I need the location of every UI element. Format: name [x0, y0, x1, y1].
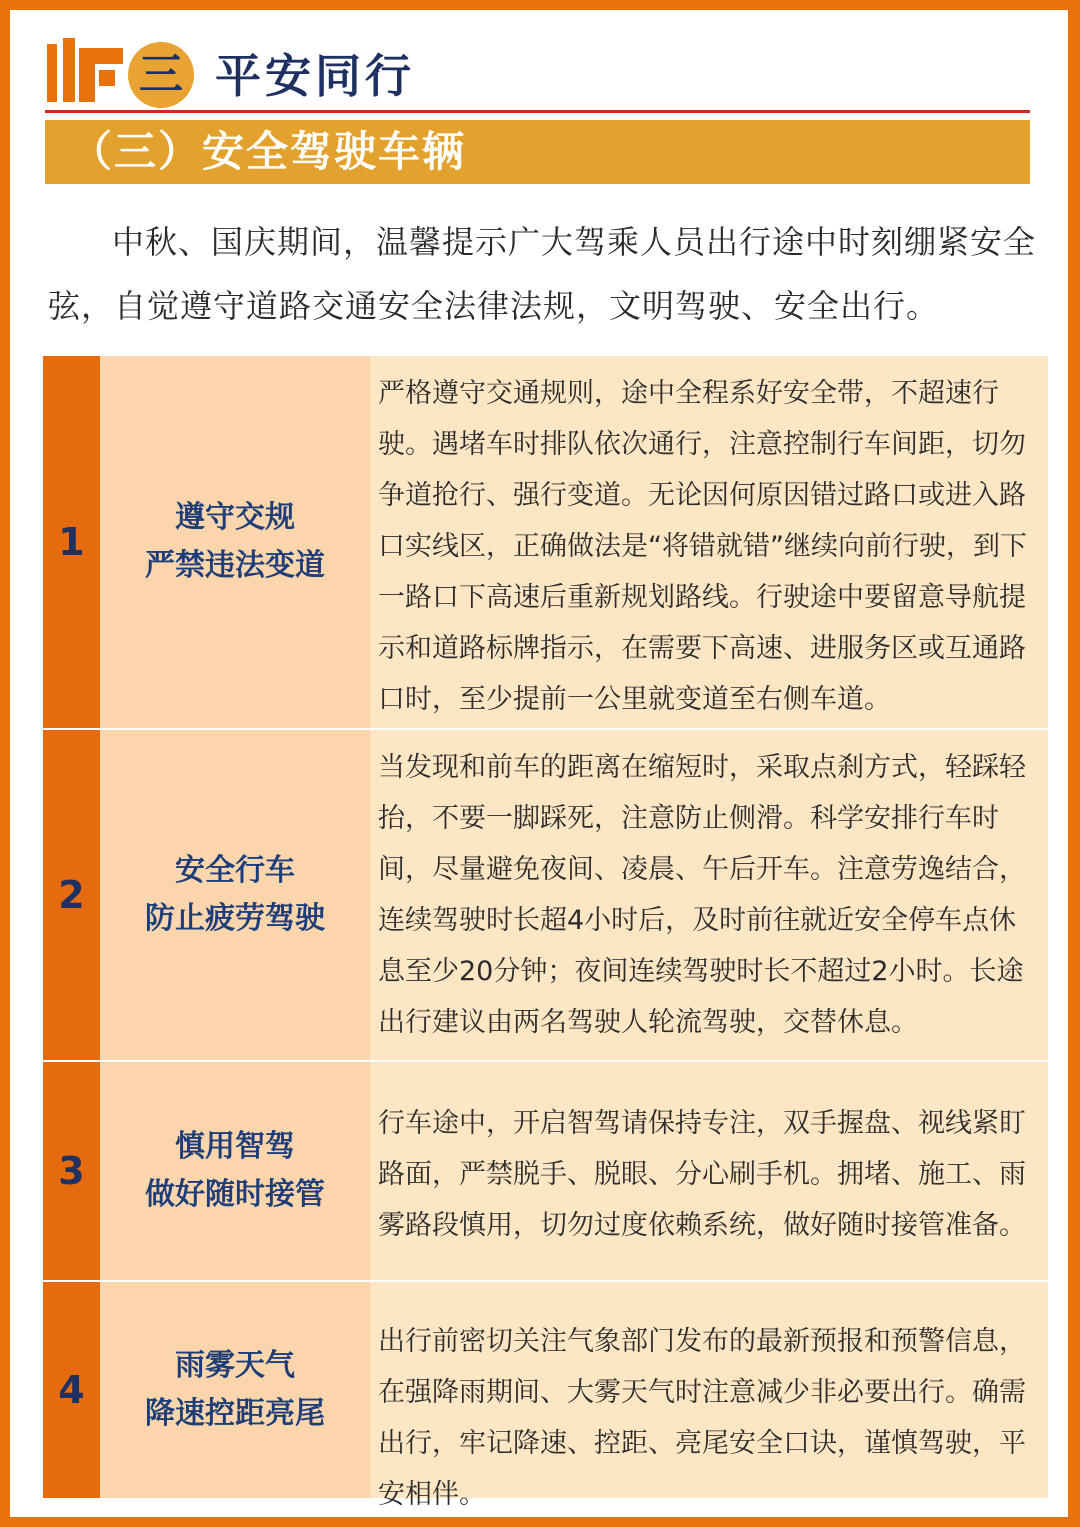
row-heading-line1: 雨雾天气: [175, 1348, 295, 1383]
row-number: 3: [43, 1062, 100, 1280]
row-heading-line2: 做好随时接管: [145, 1177, 325, 1212]
row-heading-line1: 安全行车: [175, 853, 295, 888]
intro-paragraph: 中秋、国庆期间，温馨提示广大驾乘人员出行途中时刻绷紧安全弦，自觉遵守道路交通安全法律法规，文明驾驶、安全出行。: [48, 223, 1037, 325]
subtitle: （三）安全驾驶车辆: [70, 127, 467, 176]
row-text: 出行前密切关注气象部门发布的最新预报和预警信息，在强降雨期间、大雾天气时注意减少非必要出行。确需出行，牢记降速、控距、亮尾安全口诀，谨慎驾驶，平安相伴。: [370, 1282, 1048, 1498]
row-number: 2: [43, 730, 100, 1060]
row-heading-line1: 遵守交规: [175, 500, 295, 535]
table-row: [43, 1282, 1048, 1510]
row-heading: [100, 1062, 370, 1280]
row-heading: [100, 356, 370, 728]
row-number: 4: [43, 1282, 100, 1498]
row-text: 当发现和前车的距离在缩短时，采取点刹方式，轻踩轻抬，不要一脚踩死，注意防止侧滑。科学安排行车时间，尽量避免夜间、凌晨、午后开车。注意劳逸结合，连续驾驶时长超4小时后，及时前往就近安全停车点休息至少20分钟；夜间连续驾驶时长不超过2小时。长途出行建议由两名驾驶人轮流驾驶，交替休息。: [370, 730, 1048, 1060]
table-row: [43, 730, 1048, 1060]
row-heading-line2: 降速控距亮尾: [145, 1396, 325, 1431]
row-heading-line2: 严禁违法变道: [145, 548, 325, 583]
row-text: 行车途中，开启智驾请保持专注，双手握盘、视线紧盯路面，严禁脱手、脱眼、分心刷手机。拥堵、施工、雨雾路段慎用，切勿过度依赖系统，做好随时接管准备。: [370, 1062, 1048, 1280]
row-heading-line2: 防止疲劳驾驶: [145, 901, 325, 936]
row-heading-line1: 慎用智驾: [175, 1129, 295, 1164]
table-row: [43, 1062, 1048, 1280]
logo-mark-icon: [45, 36, 125, 106]
row-heading: [100, 1282, 370, 1498]
table-row: [43, 356, 1048, 728]
section-badge: 三: [128, 42, 194, 108]
header-divider: [45, 110, 1030, 113]
row-number: 1: [43, 356, 100, 728]
row-heading: [100, 730, 370, 1060]
section-title: 平安同行: [215, 49, 415, 103]
row-text: 严格遵守交通规则，途中全程系好安全带，不超速行驶。遇堵车时排队依次通行，注意控制行车间距，切勿争道抢行、强行变道。无论因何原因错过路口或进入路口实线区，正确做法是“将错就错”继续向前行驶，到下一路口下高速后重新规划路线。行驶途中要留意导航提示和道路标牌指示，在需要下高速、进服务区或互通路口时，至少提前一公里就变道至右侧车道。: [370, 356, 1048, 728]
